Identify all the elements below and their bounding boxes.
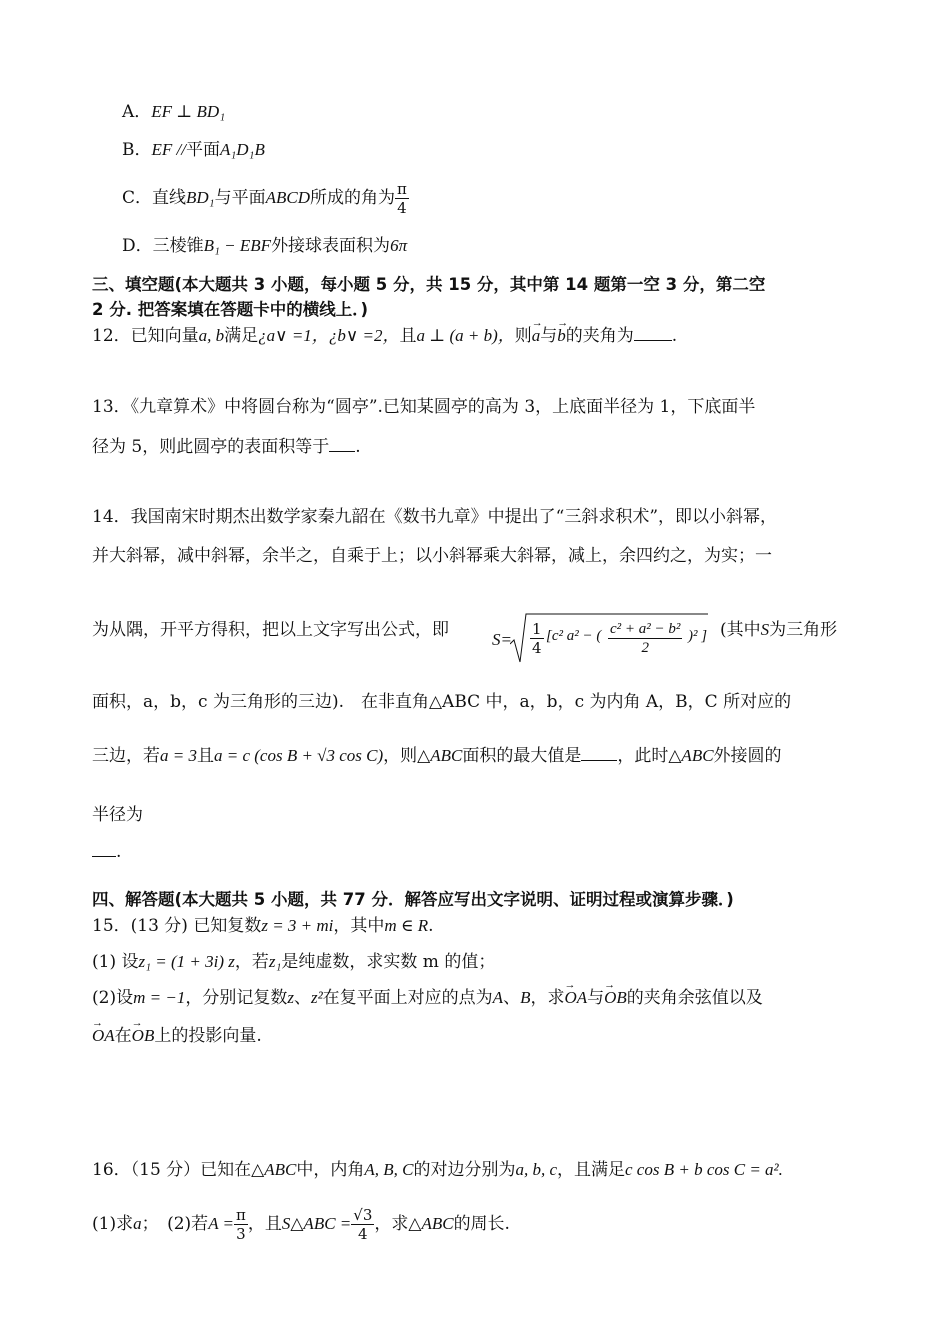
q16-text: ； (2)若 [141,1214,209,1234]
q16-text: 16．（15 分）已知在 [92,1160,252,1180]
q15-text: 15．(13 分) 已知复数 [92,916,262,936]
q15-text: ，求 [530,988,565,1008]
math-expr: B₁ − EBF [203,236,272,255]
math-expr: A, B, C [364,1160,414,1179]
question-14-line [720,618,837,642]
option-label: A． [122,102,152,122]
q15-text: (2)设 [92,988,134,1008]
option-label: C． [122,188,153,208]
math-expr: → b [557,324,566,348]
math-expr: a, b [198,326,225,345]
section-heading: 四、解答题(本大题共 5 小题，共 77 分．解答应写出文字说明、证明过程或演算步骤．) [92,890,734,909]
question-15-line [92,986,763,1010]
fraction [608,620,682,657]
option-d [122,234,407,258]
math-expr: S [760,620,770,639]
q15-text: 上的投影向量. [154,1026,262,1046]
math-expr: A = [208,1214,234,1233]
fraction-denominator: 2 [641,640,649,656]
option-text: 所成的角为 [309,188,395,208]
math-expr: a, b, c [515,1160,558,1179]
math-expr: → OB [604,986,627,1010]
fraction [395,180,409,217]
math-expr: → OA [92,1024,115,1048]
answer-blank [92,838,116,857]
q15-text: 是纯虚数，求实数 m 的值； [281,952,496,972]
math-expr: B [520,988,531,1007]
q15-text: 、 [503,988,521,1008]
math-expr: m = −1 [133,988,186,1007]
math-expr: )² ] [688,628,708,644]
option-text: 平面 [185,140,220,160]
q14-text: 面积的最大值是 [462,746,582,766]
question-14-line [92,618,449,642]
question-16-line [92,1158,783,1182]
heron-formula [492,610,716,666]
math-expr: z₁ [268,952,282,971]
q15-text: 、 [293,988,311,1008]
question-14-line: 并大斜幂，减中斜幂，余半之，自乘于上；以小斜幂乘大斜幂，减上，余四约之，为实；一 [92,546,772,566]
question-14-line: 半径为 [92,805,143,825]
q16-text: (1)求 [92,1214,134,1234]
question-13-line: 径为 5，则此圆亭的表面积等于 . [92,433,361,459]
math-expr: BD₁ [186,188,215,207]
fraction [530,620,544,657]
q15-text: ，其中 [333,916,385,936]
math-expr: S= [492,630,512,649]
math-expr: m ∈ R [384,916,429,935]
q14-text: ，则 [383,746,418,766]
option-text: 与平面 [214,188,266,208]
fraction-denominator: 3 [236,1225,246,1243]
math-expr: [c² a² − ( [546,628,602,644]
q12-text: 12．已知向量 [92,326,199,346]
option-text: 直线 [152,188,187,208]
fraction-numerator: π [236,1206,246,1224]
q15-text: . [428,916,434,936]
math-expr: c cos B + b cos C = a². [625,1160,783,1179]
question-16-line [92,1206,510,1243]
math-expr: ¿a∨ =1， [258,326,329,345]
question-13-line: 13．《九章算术》中将圆台称为“圆亭”.已知某圆亭的高为 3，上底面半径为 1，下底面半 [92,397,756,417]
answer-blank [581,742,617,761]
fraction [351,1206,374,1243]
math-expr: EF ⊥ BD₁ [151,102,226,121]
math-expr: △ABC [417,746,463,765]
q14-text: 为从隅，开平方得积，把以上文字写出公式，即 [92,620,449,640]
option-text: 外接球表面积为 [271,236,391,256]
q14-text: (其中 [720,620,761,640]
math-expr: ¿b∨ =2， [328,326,400,345]
math-expr: EF // [151,140,186,159]
q16-text: ，且 [247,1214,282,1234]
q14-text: ，此时 [617,746,669,766]
q12-text: 且 [399,326,417,346]
q16-text: ，求 [374,1214,409,1234]
q16-text: 中，内角 [296,1160,365,1180]
section-heading: 三、填空题(本大题共 3 小题，每小题 5 分，共 15 分，其中第 14 题第一空 3 分，第二空 [92,275,766,294]
option-label: B． [122,140,152,160]
question-14-line [92,742,782,768]
math-expr: → a [532,324,541,348]
question-15-line [92,950,495,974]
q15-text: 的夹角余弦值以及 [626,988,763,1008]
fraction-numerator: 1 [532,620,542,638]
q15-text: (1) 设 [92,952,139,972]
math-expr: 6π [390,236,408,255]
fraction-numerator: π [396,180,407,198]
math-expr: ABCD [265,188,310,207]
question-12: 12．已知向量a, b满足¿a∨ =1，¿b∨ =2，且a ⊥ (a + b)，则→ a与→ b的夹角为 . [92,322,677,348]
fraction-numerator: √3 [353,1206,373,1224]
math-expr: z₁ = (1 + 3i) z [138,952,235,971]
q15-text: 在 [114,1026,132,1046]
option-b [122,138,265,162]
q16-text: ，且满足 [557,1160,626,1180]
fraction-denominator: 4 [532,639,542,657]
math-expr: → OA [564,986,587,1010]
q15-text: ，分别记复数 [185,988,288,1008]
q15-text: 与 [587,988,605,1008]
q16-text: 的周长. [453,1214,510,1234]
math-expr: △ABC [251,1160,297,1179]
math-expr: → OB [132,1024,155,1048]
math-expr: S△ABC = [281,1214,352,1233]
option-a [122,100,225,124]
question-14-line: . [92,838,121,864]
option-label: D． [122,236,153,256]
math-expr: z = 3 + mi [261,916,334,935]
math-expr: a [133,1214,142,1233]
option-text: 三棱锥 [152,236,204,256]
answer-blank [329,433,355,452]
q15-text: 在复平面上对应的点为 [322,988,493,1008]
math-expr: a = c (cos B + √3 cos C) [213,746,384,765]
section-heading: 2 分. 把答案填在答题卡中的横线上．) [92,300,369,319]
answer-blank [634,322,672,341]
q13-text: 径为 5，则此圆亭的表面积等于 [92,437,330,457]
option-c [122,180,409,217]
fraction-numerator: c² + a² − b² [610,621,681,637]
q14-text: 三边，若 [92,746,160,766]
math-expr: z² [310,988,323,1007]
math-expr: z [287,988,294,1007]
q12-text: 的夹角为 [565,326,634,346]
question-14-line: 14．我国南宋时期杰出数学家秦九韶在《数书九章》中提出了“三斜求积术”，即以小斜幂， [92,507,778,527]
math-expr: a = 3 [160,746,197,765]
question-15-line [92,914,434,938]
q14-text: 外接圆的 [713,746,782,766]
fraction-denominator: 4 [397,199,407,217]
math-expr: A₁D₁B [219,140,265,159]
fraction [234,1206,248,1243]
q12-text: 与 [540,326,558,346]
q12-text: 满足 [224,326,259,346]
math-expr: A [492,988,504,1007]
math-expr: △ABC [408,1214,454,1233]
math-expr: △ABC [668,746,714,765]
question-14-line: 面积，a，b，c 为三角形的三边). 在非直角△ABC 中，a，b，c 为内角 A，B，C 所对应的 [92,692,792,712]
q14-text: 为三角形 [769,620,838,640]
q16-text: 的对边分别为 [413,1160,516,1180]
q12-text: 则 [514,326,532,346]
q15-text: ，若 [234,952,269,972]
question-15-line [92,1024,262,1048]
q14-text: 且 [196,746,214,766]
fraction-denominator: 4 [358,1225,368,1243]
math-expr: a ⊥ (a + b)， [416,326,515,345]
